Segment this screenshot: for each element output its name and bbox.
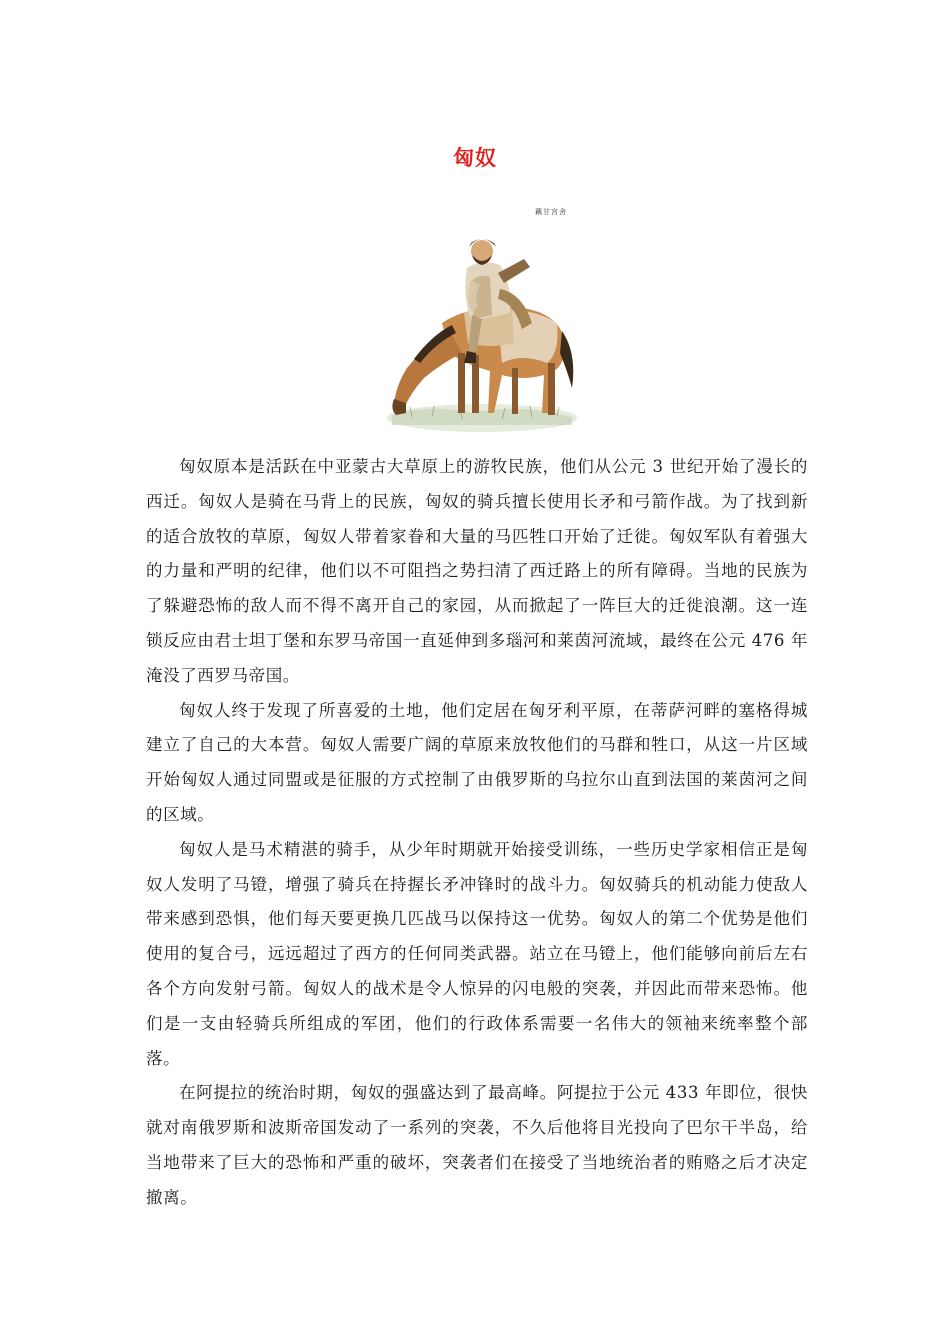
- paragraph: 匈奴人是马术精湛的骑手，从少年时期就开始接受训练，一些历史学家相信正是匈奴人发明了马镫，增强了骑兵在持握长矛冲锋时的战斗力。匈奴骑兵的机动能力使敌人带来感到恐惧，他们每天要更换几匹战马以保持这一优势。匈奴人的第二个优势是他们使用的复合弓，远远超过了西方的任何同类武器。站立在马镫上，他们能够向前后左右各个方向发射弓箭。匈奴人的战术是令人惊异的闪电般的突袭，并因此而带来恐怖。他们是一支由轻骑兵所组成的军团，他们的行政体系需要一名伟大的领袖来统率整个部落。: [146, 839, 808, 1068]
- paragraph: 匈奴原本是活跃在中亚蒙古大草原上的游牧民族，他们从公元 3 世纪开始了漫长的西迁。匈奴人是骑在马背上的民族，匈奴的骑兵擅长使用长矛和弓箭作战。为了找到新的适合放牧的草原，匈奴人带着家眷和大量的马匹牲口开始了迁徙。匈奴军队有着强大的力量和严明的纪律，他们以不可阻挡之势扫清了西迁路上的所有障碍。当地的民族为了躲避恐怖的敌人而不得不离开自己的家园，从而掀起了一阵巨大的迁徙浪潮。这一连锁反应由君士坦丁堡和东罗马帝国一直延伸到多瑙河和莱茵河流域，最终在公元 476 年淹没了西罗马帝国。: [146, 457, 808, 685]
- horseman-illustration: [372, 203, 590, 443]
- article-body: [146, 450, 808, 1216]
- paragraph: 在阿提拉的统治时期，匈奴的强盛达到了最高峰。阿提拉于公元 433 年即位，很快就对南俄罗斯和波斯帝国发动了一系列的突袭，不久后他将目光投向了巴尔干半岛，给当地带来了巨大的恐怖和严重的破坏，突袭者们在接受了当地统治者的贿赂之后才决定撤离。: [146, 1083, 808, 1207]
- horseman-image: [372, 203, 590, 443]
- page-title: 匈奴: [453, 146, 497, 170]
- paragraph: 匈奴人终于发现了所喜爱的土地，他们定居在匈牙利平原，在蒂萨河畔的塞格得城建立了自己的大本营。匈奴人需要广阔的草原来放牧他们的马群和牲口，从这一片区域开始匈奴人通过同盟或是征服的方式控制了由俄罗斯的乌拉尔山直到法国的莱茵河之间的区域。: [146, 700, 808, 824]
- seal-text: 藕甘宫舍: [535, 208, 567, 216]
